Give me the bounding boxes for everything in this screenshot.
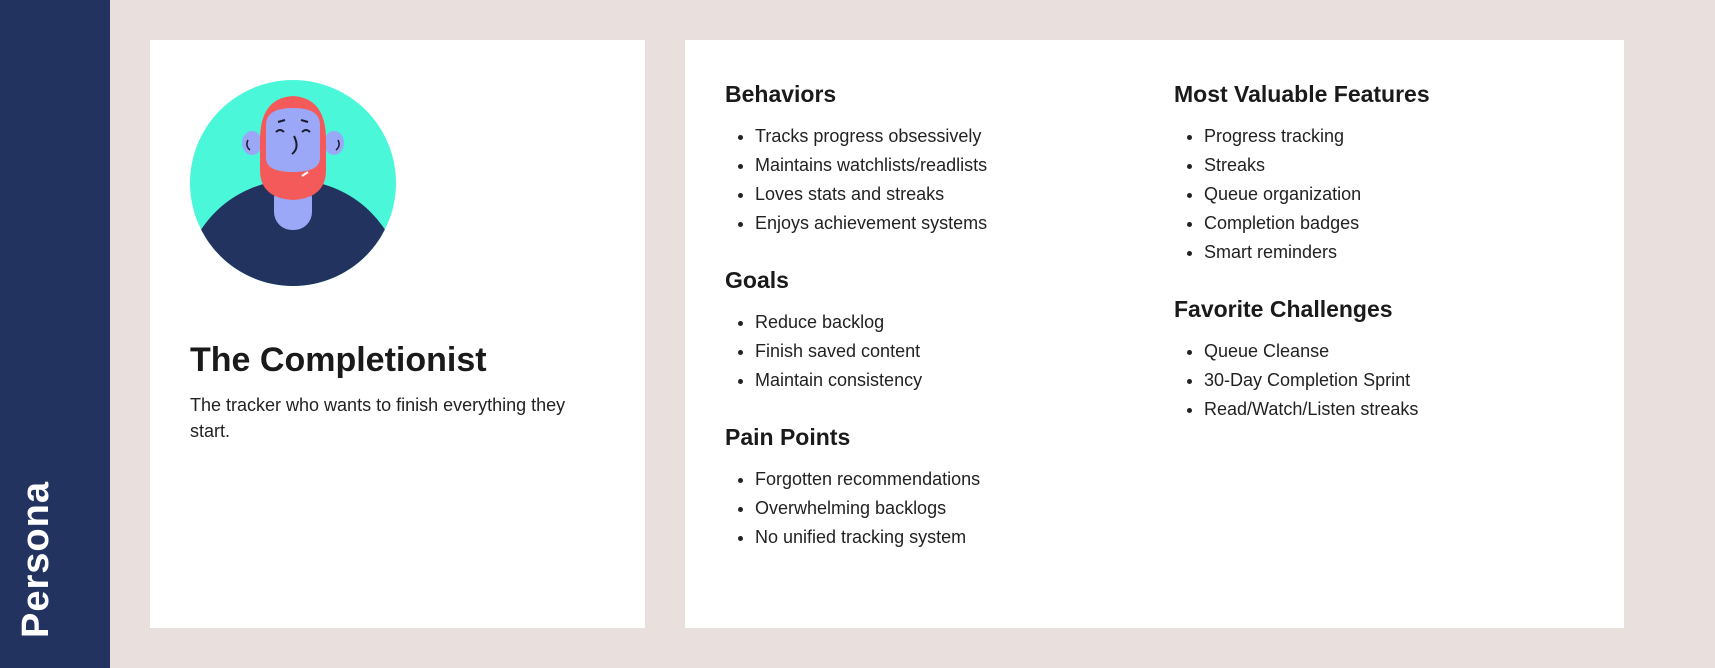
- behaviors-section: [725, 80, 1145, 238]
- persona-details-card: [685, 40, 1624, 628]
- list-item: • Maintains watchlists/readlists: [755, 151, 1145, 180]
- person-avatar-icon: [190, 80, 396, 286]
- pain-points-list: [725, 465, 1145, 552]
- list-item: • Maintain consistency: [755, 366, 1145, 395]
- list-item: • Finish saved content: [755, 337, 1145, 366]
- list-item: • Progress tracking: [1204, 122, 1594, 151]
- goals-title: Goals: [725, 266, 789, 293]
- pain-points-title: Pain Points: [725, 423, 851, 450]
- list-item: • Tracks progress obsessively: [755, 122, 1145, 151]
- sidebar-title: Persona: [15, 481, 57, 638]
- list-item: • Read/Watch/Listen streaks: [1204, 395, 1594, 424]
- details-column-right: [1174, 80, 1594, 452]
- list-item: • 30-Day Completion Sprint: [1204, 366, 1594, 395]
- challenges-list: [1174, 337, 1594, 424]
- sidebar: [0, 0, 110, 668]
- list-item: • Overwhelming backlogs: [755, 494, 1145, 523]
- list-item: • Forgotten recommendations: [755, 465, 1145, 494]
- details-column-left: [725, 80, 1145, 580]
- list-item: • Loves stats and streaks: [755, 180, 1145, 209]
- list-item: • Streaks: [1204, 151, 1594, 180]
- behaviors-list: [725, 122, 1145, 238]
- list-item: • Queue organization: [1204, 180, 1594, 209]
- challenges-section: [1174, 295, 1594, 424]
- challenges-title: Favorite Challenges: [1174, 295, 1393, 322]
- persona-card: [150, 40, 645, 628]
- behaviors-title: Behaviors: [725, 81, 837, 107]
- persona-name: The Completionist: [190, 341, 487, 379]
- goals-section: [725, 266, 1145, 395]
- list-item: • Completion badges: [1204, 209, 1594, 238]
- pain-points-section: [725, 423, 1145, 552]
- features-section: [1174, 80, 1594, 267]
- features-list: [1174, 122, 1594, 267]
- goals-list: [725, 308, 1145, 395]
- list-item: • Enjoys achievement systems: [755, 209, 1145, 238]
- list-item: • No unified tracking system: [755, 523, 1145, 552]
- persona-description: The tracker who wants to finish everything they start.: [190, 395, 566, 441]
- list-item: • Queue Cleanse: [1204, 337, 1594, 366]
- list-item: • Reduce backlog: [755, 308, 1145, 337]
- features-title: Most Valuable Features: [1174, 81, 1430, 107]
- list-item: • Smart reminders: [1204, 238, 1594, 267]
